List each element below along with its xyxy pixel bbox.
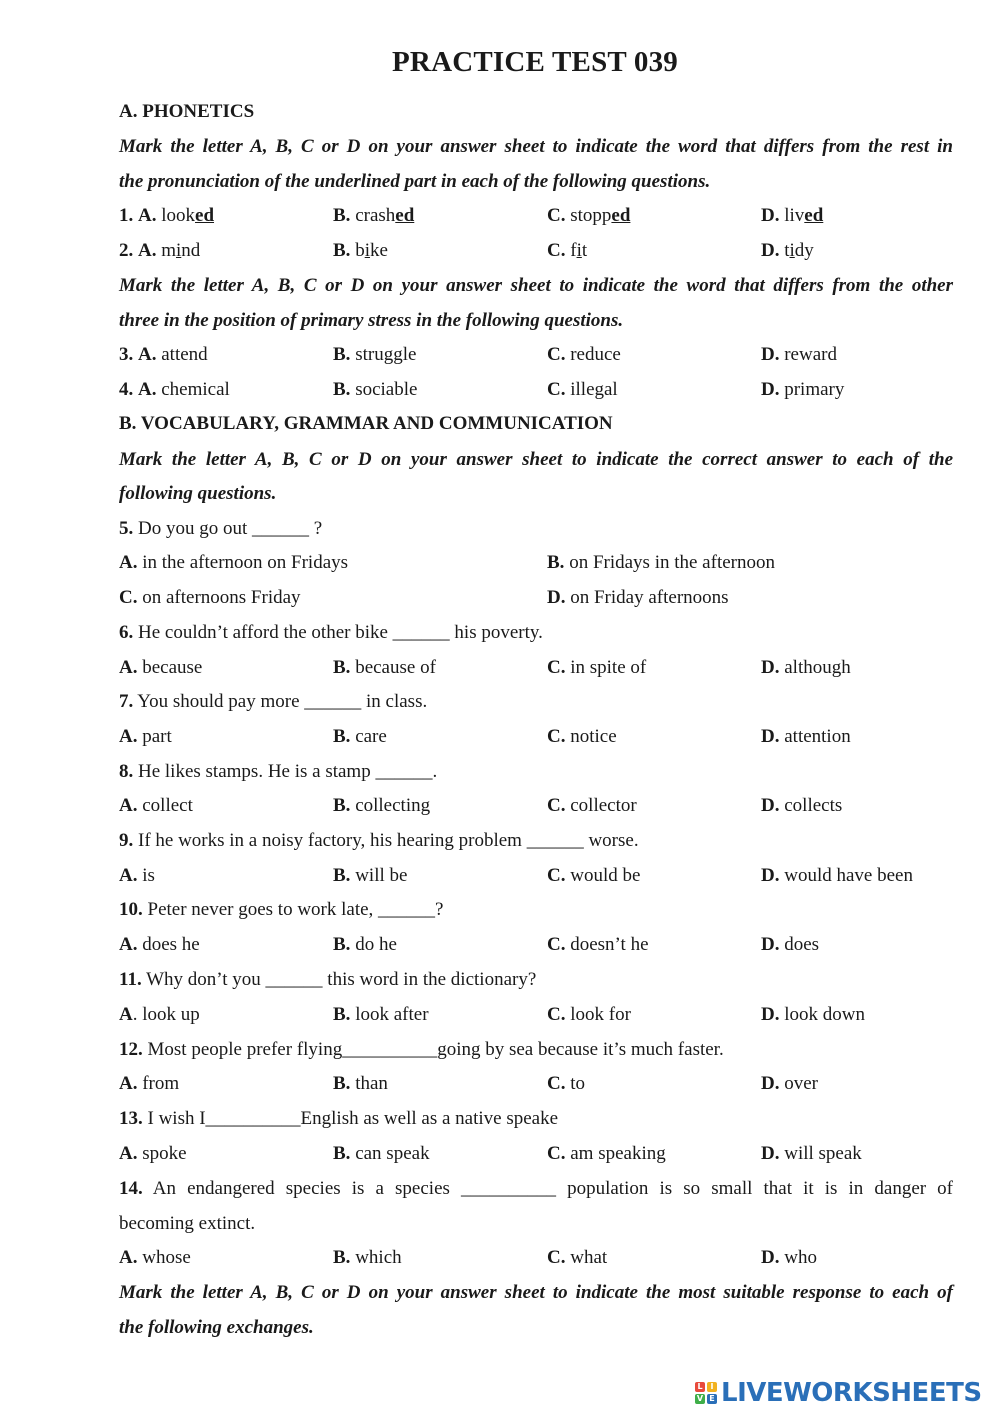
- q4-option-c[interactable]: C. illegal: [547, 379, 618, 400]
- question-5-options-row-1: [119, 545, 953, 580]
- page-title: PRACTICE TEST 039: [392, 46, 678, 78]
- q9-option-b[interactable]: B. will be: [333, 865, 408, 886]
- q10-option-d[interactable]: D. does: [761, 934, 820, 955]
- question-7-stem: 7. You should pay more ______ in class.: [119, 691, 428, 712]
- question-10-options: [119, 927, 953, 962]
- question-9-options: [119, 858, 953, 893]
- q8-option-b[interactable]: B. collecting: [333, 795, 431, 816]
- q2-option-a[interactable]: 2. A. mind: [119, 240, 201, 261]
- instruction-2-line-1: Mark the letter A, B, C or D on your answer sheet to indicate the word that differs from the other: [119, 275, 953, 296]
- instruction-1-line-2: the pronunciation of the underlined part in each of the following questions.: [119, 171, 711, 192]
- question-8-stem: 8. He likes stamps. He is a stamp ______.: [119, 761, 438, 782]
- logo-badge-icon: L I V E: [695, 1382, 717, 1404]
- question-14-stem-line-1: 14. An endangered species is a species __________ population is so small that it is in danger of: [119, 1178, 953, 1199]
- question-7-options: [119, 719, 953, 754]
- q13-option-a[interactable]: A. spoke: [119, 1143, 187, 1164]
- instruction-2-line-2: three in the position of primary stress in the following questions.: [119, 310, 624, 331]
- instruction-3-line-2: following questions.: [119, 483, 277, 504]
- question-11-options: [119, 997, 953, 1032]
- question-2-options: [119, 233, 953, 268]
- q13-option-d[interactable]: D. will speak: [761, 1143, 862, 1164]
- logo-text: LIVEWORKSHEETS: [721, 1378, 982, 1408]
- q5-option-d[interactable]: D. on Friday afternoons: [547, 587, 729, 608]
- q8-option-d[interactable]: D. collects: [761, 795, 843, 816]
- question-12-options: [119, 1066, 953, 1101]
- section-a-heading: A. PHONETICS: [119, 101, 255, 122]
- instruction-4-line-1: Mark the letter A, B, C or D on your answer sheet to indicate the most suitable response to each of: [119, 1282, 953, 1303]
- q5-option-b[interactable]: B. on Fridays in the afternoon: [547, 552, 775, 573]
- q14-option-c[interactable]: C. what: [547, 1247, 608, 1268]
- q13-option-c[interactable]: C. am speaking: [547, 1143, 666, 1164]
- section-b-heading: B. VOCABULARY, GRAMMAR AND COMMUNICATION: [119, 413, 613, 434]
- q5-option-c[interactable]: C. on afternoons Friday: [119, 587, 301, 608]
- q3-option-d[interactable]: D. reward: [761, 344, 837, 365]
- question-13-stem: 13. I wish I__________English as well as a native speake: [119, 1108, 559, 1129]
- q9-option-d[interactable]: D. would have been: [761, 865, 913, 886]
- q2-option-d[interactable]: D. tidy: [761, 240, 814, 261]
- q12-option-d[interactable]: D. over: [761, 1073, 818, 1094]
- q11-option-a[interactable]: A. look up: [119, 1004, 200, 1025]
- q6-option-b[interactable]: B. because of: [333, 657, 436, 678]
- question-5-options-row-2: [119, 580, 953, 615]
- q4-option-d[interactable]: D. primary: [761, 379, 845, 400]
- instruction-3-line-1: Mark the letter A, B, C or D on your answer sheet to indicate the correct answer to each of the: [119, 449, 953, 470]
- question-14-options: [119, 1240, 953, 1275]
- q12-option-b[interactable]: B. than: [333, 1073, 388, 1094]
- q7-option-c[interactable]: C. notice: [547, 726, 617, 747]
- q9-option-a[interactable]: A. is: [119, 865, 155, 886]
- q10-option-a[interactable]: A. does he: [119, 934, 200, 955]
- q11-option-b[interactable]: B. look after: [333, 1004, 429, 1025]
- q7-option-b[interactable]: B. care: [333, 726, 387, 747]
- question-13-options: [119, 1136, 953, 1171]
- question-5-stem: 5. Do you go out ______ ?: [119, 518, 323, 539]
- question-14-stem-line-2: becoming extinct.: [119, 1213, 256, 1234]
- instruction-4-line-2: the following exchanges.: [119, 1317, 314, 1338]
- q4-option-b[interactable]: B. sociable: [333, 379, 418, 400]
- q3-option-c[interactable]: C. reduce: [547, 344, 621, 365]
- q14-option-d[interactable]: D. who: [761, 1247, 817, 1268]
- q11-option-c[interactable]: C. look for: [547, 1004, 631, 1025]
- question-1-options: [119, 198, 953, 233]
- liveworksheets-logo[interactable]: [695, 1376, 995, 1410]
- q14-option-a[interactable]: A. whose: [119, 1247, 191, 1268]
- q14-option-b[interactable]: B. which: [333, 1247, 402, 1268]
- q12-option-c[interactable]: C. to: [547, 1073, 586, 1094]
- q1-option-b[interactable]: B. crashed: [333, 205, 415, 226]
- question-9-stem: 9. If he works in a noisy factory, his hearing problem ______ worse.: [119, 830, 639, 851]
- question-8-options: [119, 788, 953, 823]
- q11-option-d[interactable]: D. look down: [761, 1004, 865, 1025]
- question-12-stem: 12. Most people prefer flying__________going by sea because it’s much faster.: [119, 1039, 724, 1060]
- q6-option-a[interactable]: A. because: [119, 657, 203, 678]
- q13-option-b[interactable]: B. can speak: [333, 1143, 430, 1164]
- q7-option-d[interactable]: D. attention: [761, 726, 851, 747]
- q7-option-a[interactable]: A. part: [119, 726, 172, 747]
- question-11-stem: 11. Why don’t you ______ this word in the dictionary?: [119, 969, 537, 990]
- question-10-stem: 10. Peter never goes to work late, ______?: [119, 899, 444, 920]
- q8-option-c[interactable]: C. collector: [547, 795, 637, 816]
- q10-option-c[interactable]: C. doesn’t he: [547, 934, 649, 955]
- q6-option-c[interactable]: C. in spite of: [547, 657, 647, 678]
- q10-option-b[interactable]: B. do he: [333, 934, 397, 955]
- q3-option-a[interactable]: 3. A. attend: [119, 344, 208, 365]
- question-6-options: [119, 650, 953, 685]
- q5-option-a[interactable]: A. in the afternoon on Fridays: [119, 552, 349, 573]
- question-3-options: [119, 337, 953, 372]
- question-6-stem: 6. He couldn’t afford the other bike ______ his poverty.: [119, 622, 543, 643]
- q1-option-d[interactable]: D. lived: [761, 205, 824, 226]
- q2-option-c[interactable]: C. fit: [547, 240, 588, 261]
- q9-option-c[interactable]: C. would be: [547, 865, 641, 886]
- q2-option-b[interactable]: B. bike: [333, 240, 388, 261]
- q12-option-a[interactable]: A. from: [119, 1073, 180, 1094]
- q1-option-a[interactable]: 1. A. looked: [119, 205, 215, 226]
- question-4-options: [119, 372, 953, 407]
- q1-option-c[interactable]: C. stopped: [547, 205, 631, 226]
- q6-option-d[interactable]: D. although: [761, 657, 851, 678]
- q4-option-a[interactable]: 4. A. chemical: [119, 379, 230, 400]
- q8-option-a[interactable]: A. collect: [119, 795, 193, 816]
- instruction-1-line-1: Mark the letter A, B, C or D on your answer sheet to indicate the word that differs from the rest in: [119, 136, 953, 157]
- q3-option-b[interactable]: B. struggle: [333, 344, 417, 365]
